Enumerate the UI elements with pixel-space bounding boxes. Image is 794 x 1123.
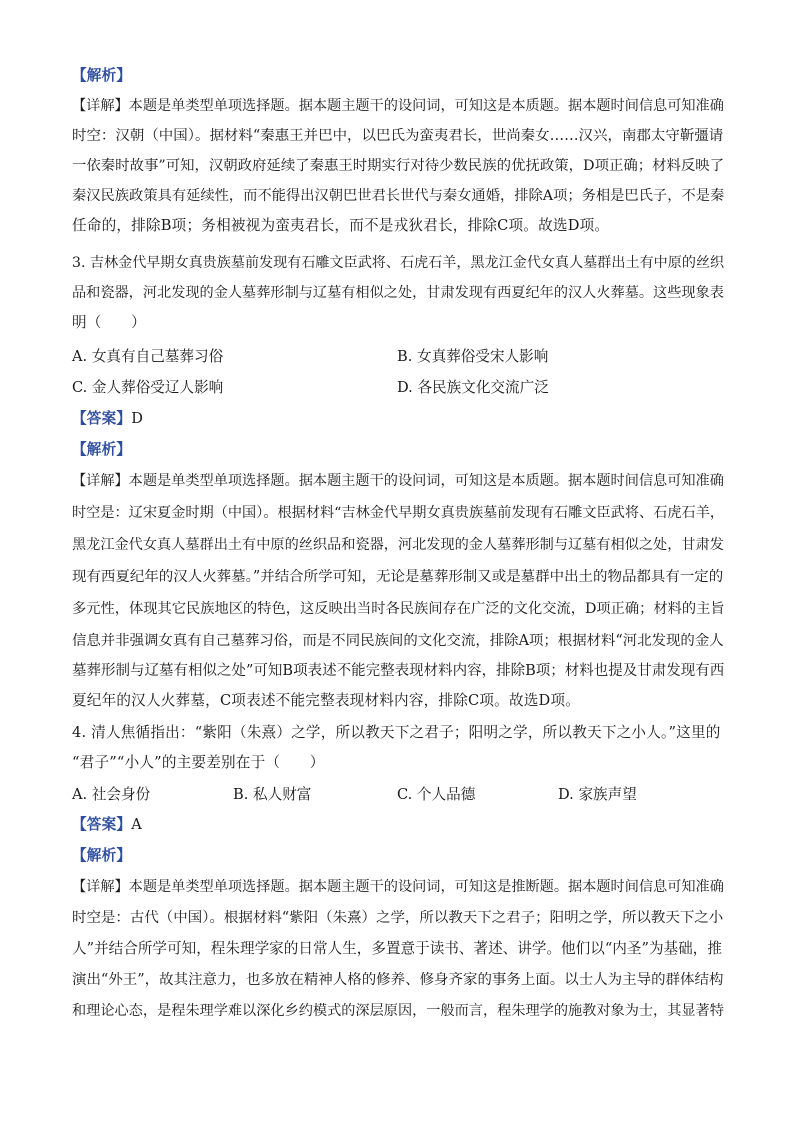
q3-option-a: A. 女真有自己墓葬习俗 [72,348,224,365]
q3-answer-row [72,409,724,429]
detail-line: 一依秦时故事”可知，汉朝政府延续了秦惠王时期实行对待少数民族的优抚政策，D项正确；材料反映了 [72,158,725,174]
q4-answer-row [72,815,724,835]
detail-line: 时空：汉朝（中国）。据材料“秦惠王并巴中，以巴氏为蛮夷君长，世尚秦女……汉兴，南郡太守靳彊请 [72,128,724,144]
analysis-label: 【解析】 [72,441,132,458]
detail-line: 和理论心态，是程朱理学难以深化乡约模式的深层原因，一般而言，程朱理学的施教对象为士，其显著特 [72,1003,724,1019]
answer-label: 【答案】 [72,410,132,427]
detail-line: 【详解】本题是单类型单项选择题。据本题主题干的设问词，可知这是推断题。据本题时间信息可知准确 [72,879,724,895]
detail-line: 墓葬形制与辽墓有相似之处”可知B项表述不能完整表现材料内容，排除B项；材料也提及甘肃发现有西 [72,663,725,679]
analysis-label: 【解析】 [72,847,132,864]
detail-line: 人”并结合所学可知，程朱理学家的日常人生，多置意于读书、著述、讲学。他们以“内圣”为基础，推 [72,940,722,957]
q3-option-b: B. 女真葬俗受宋人影响 [397,348,549,365]
detail-line: 多元性，体现其它民族地区的特色，这反映出当时各民族间存在广泛的文化交流，D项正确；材料的主旨 [72,601,725,617]
detail-line: 黑龙江金代女真人墓群出土有中原的丝织品和瓷器，河北发现的金人墓葬形制与辽墓有相似之处，甘肃发 [72,537,724,553]
q3-option-d: D. 各民族文化交流广泛 [397,379,549,396]
question-4-stem: “君子”“小人”的主要差别在于（ ） [72,754,325,771]
detail-line: 现有西夏纪年的汉人火葬墓。”并结合所学可知，无论是墓葬形制又或是墓群中出土的物品都具有一定的 [72,569,724,585]
question-3-stem: 品和瓷器，河北发现的金人墓葬形制与辽墓有相似之处，甘肃发现有西夏纪年的汉人火葬墓。这些现象表 [72,285,724,301]
q3-option-c: C. 金人葬俗受辽人影响 [72,379,224,396]
question-3-stem: 明（ ） [72,314,146,331]
q4-answer-value: A [131,816,142,833]
q4-option-b: B. 私人财富 [233,786,312,803]
detail-line: 任命的，排除B项；务相被视为蛮夷君长，而不是戎狄君长，排除C项。故选D项。 [72,217,610,234]
answer-label: 【答案】 [72,816,132,833]
analysis-label: 【解析】 [72,67,132,84]
detail-line: 夏纪年的汉人火葬墓，C项表述不能完整表现材料内容，排除C项。故选D项。 [72,692,581,709]
q3-answer-value: D [131,410,144,427]
detail-line: 信息并非强调女真有自己墓葬习俗，而是不同民族间的文化交流，排除A项；根据材料“河北发现的金人 [72,633,724,649]
detail-line: 时空是：辽宋夏金时期（中国）。根据材料“吉林金代早期女真贵族墓前发现有石雕文臣武将、石虎石羊， [72,505,725,521]
q4-option-a: A. 社会身份 [72,786,151,803]
q4-option-d: D. 家族声望 [558,786,637,803]
detail-line: 【详解】本题是单类型单项选择题。据本题主题干的设问词，可知这是本质题。据本题时间信息可知准确 [72,473,724,489]
detail-line: 秦汉民族政策具有延续性，而不能得出汉朝巴世君长世代与秦女通婚，排除A项；务相是巴氏子，不是秦 [72,188,725,204]
detail-line: 演出“外王”，故其注意力，也多放在精神人格的修养、修身齐家的事务上面。以士人为主导的群体结构 [72,972,724,988]
question-3-stem: 3. 吉林金代早期女真贵族墓前发现有石雕文臣武将、石虎石羊，黑龙江金代女真人墓群出土有中原的丝织 [72,255,725,271]
question-4-stem: 4. 清人焦循指出：“紫阳（朱熹）之学，所以教天下之君子；阳明之学，所以教天下之小人。”这里的 [72,724,721,741]
detail-line: 时空是：古代（中国）。根据材料“紫阳（朱熹）之学，所以教天下之君子；阳明之学，所以教天下之小 [72,910,724,926]
q4-option-c: C. 个人品德 [397,786,476,803]
detail-line: 【详解】本题是单类型单项选择题。据本题主题干的设问词，可知这是本质题。据本题时间信息可知准确 [72,98,724,114]
